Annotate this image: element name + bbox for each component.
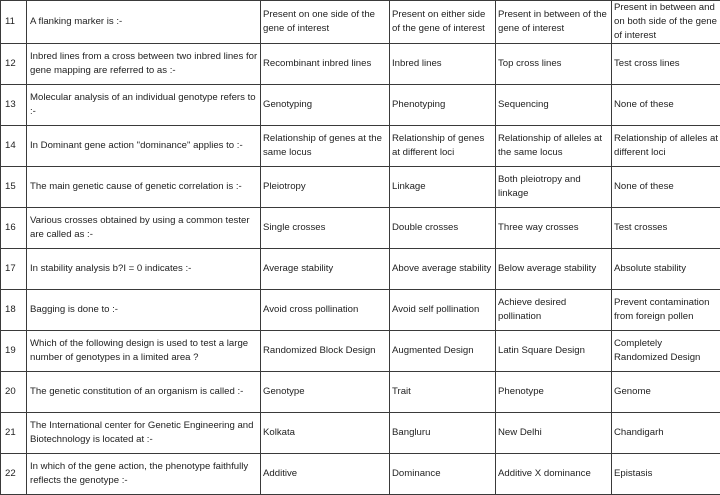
option-c: Three way crosses (496, 208, 612, 249)
option-c: Present in between of the gene of interest (496, 1, 612, 44)
option-c: Relationship of alleles at the same locus (496, 126, 612, 167)
question-row (1, 208, 720, 249)
question-number: 15 (1, 167, 27, 208)
question-row (1, 44, 720, 85)
question-number: 14 (1, 126, 27, 167)
option-a: Relationship of genes at the same locus (261, 126, 390, 167)
question-row (1, 413, 720, 454)
question-row (1, 85, 720, 126)
question-number: 22 (1, 454, 27, 495)
option-b: Inbred lines (390, 44, 496, 85)
option-b: Double crosses (390, 208, 496, 249)
option-c: Top cross lines (496, 44, 612, 85)
question-number: 17 (1, 249, 27, 290)
option-c: Latin Square Design (496, 331, 612, 372)
option-b: Avoid self pollination (390, 290, 496, 331)
question-row (1, 167, 720, 208)
option-c: Achieve desired pollination (496, 290, 612, 331)
option-a: Additive (261, 454, 390, 495)
option-d: Test cross lines (612, 44, 720, 85)
option-c: New Delhi (496, 413, 612, 454)
question-number: 11 (1, 1, 27, 44)
question-text: Molecular analysis of an individual genotype refers to :- (27, 85, 261, 126)
option-b: Above average stability (390, 249, 496, 290)
question-text: In which of the gene action, the phenotype faithfully reflects the genotype :- (27, 454, 261, 495)
question-number: 21 (1, 413, 27, 454)
option-c: Below average stability (496, 249, 612, 290)
option-b: Relationship of genes at different loci (390, 126, 496, 167)
option-d: Genome (612, 372, 720, 413)
question-row (1, 126, 720, 167)
option-d: None of these (612, 85, 720, 126)
option-d: Prevent contamination from foreign pollen (612, 290, 720, 331)
question-number: 13 (1, 85, 27, 126)
option-b: Bangluru (390, 413, 496, 454)
option-b: Augmented Design (390, 331, 496, 372)
option-d: Relationship of alleles at different loci (612, 126, 720, 167)
question-text: In Dominant gene action "dominance" applies to :- (27, 126, 261, 167)
question-number: 20 (1, 372, 27, 413)
question-number: 18 (1, 290, 27, 331)
option-a: Recombinant inbred lines (261, 44, 390, 85)
option-d: Absolute stability (612, 249, 720, 290)
option-d: Present in between and on both side of the gene of interest (612, 1, 720, 44)
option-a: Kolkata (261, 413, 390, 454)
option-c: Phenotype (496, 372, 612, 413)
question-text: Various crosses obtained by using a common tester are called as :- (27, 208, 261, 249)
question-number: 16 (1, 208, 27, 249)
option-d: Test crosses (612, 208, 720, 249)
question-row (1, 290, 720, 331)
option-a: Genotype (261, 372, 390, 413)
question-number: 12 (1, 44, 27, 85)
option-c: Sequencing (496, 85, 612, 126)
option-a: Present on one side of the gene of interest (261, 1, 390, 44)
option-a: Single crosses (261, 208, 390, 249)
question-row (1, 372, 720, 413)
question-row (1, 454, 720, 495)
option-d: Chandigarh (612, 413, 720, 454)
question-text: Which of the following design is used to test a large number of genotypes in a limited area ? (27, 331, 261, 372)
option-d: Completely Randomized Design (612, 331, 720, 372)
option-c: Additive X dominance (496, 454, 612, 495)
option-a: Randomized Block Design (261, 331, 390, 372)
question-text: The genetic constitution of an organism is called :- (27, 372, 261, 413)
question-text: Inbred lines from a cross between two inbred lines for gene mapping are referred to as :- (27, 44, 261, 85)
question-text: The International center for Genetic Engineering and Biotechnology is located at :- (27, 413, 261, 454)
option-d: None of these (612, 167, 720, 208)
option-b: Linkage (390, 167, 496, 208)
option-b: Present on either side of the gene of interest (390, 1, 496, 44)
question-text: A flanking marker is :- (27, 1, 261, 44)
question-text: Bagging is done to :- (27, 290, 261, 331)
question-row (1, 249, 720, 290)
option-d: Epistasis (612, 454, 720, 495)
option-b: Phenotyping (390, 85, 496, 126)
option-a: Avoid cross pollination (261, 290, 390, 331)
option-a: Genotyping (261, 85, 390, 126)
option-a: Pleiotropy (261, 167, 390, 208)
option-b: Trait (390, 372, 496, 413)
question-row (1, 1, 720, 44)
question-number: 19 (1, 331, 27, 372)
question-row (1, 331, 720, 372)
question-text: In stability analysis b?I = 0 indicates :- (27, 249, 261, 290)
option-b: Dominance (390, 454, 496, 495)
question-text: The main genetic cause of genetic correlation is :- (27, 167, 261, 208)
option-c: Both pleiotropy and linkage (496, 167, 612, 208)
option-a: Average stability (261, 249, 390, 290)
